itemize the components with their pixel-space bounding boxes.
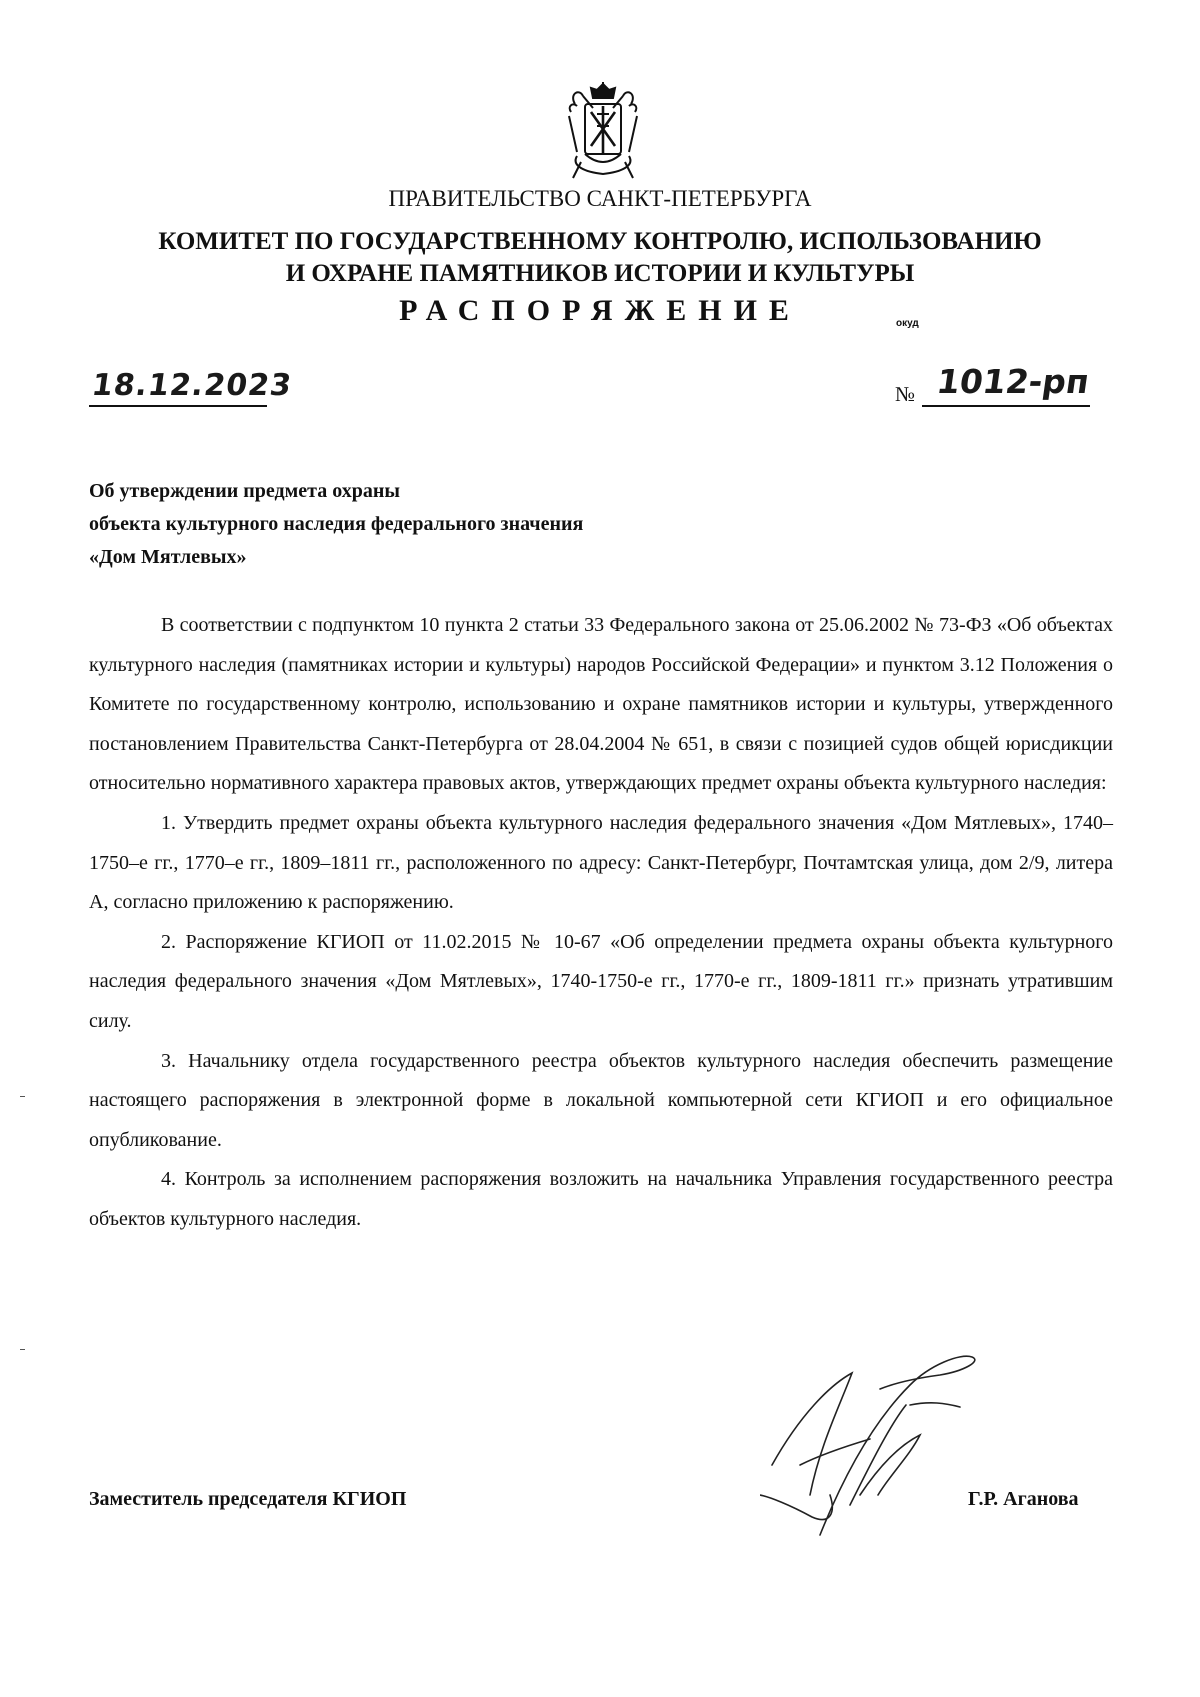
date-underline xyxy=(89,405,267,407)
committee-heading-line: И ОХРАНЕ ПАМЯТНИКОВ ИСТОРИИ И КУЛЬТУРЫ xyxy=(285,260,915,287)
coat-of-arms-icon xyxy=(561,82,645,182)
document-body xyxy=(89,606,1113,1240)
document-number: 1012-рп xyxy=(934,362,1092,401)
subject-line: объекта культурного наследия федерального значения xyxy=(89,513,584,535)
number-sign: № xyxy=(895,382,916,406)
committee-heading-line: КОМИТЕТ ПО ГОСУДАРСТВЕННОМУ КОНТРОЛЮ, ИСПОЛЬЗОВАНИЮ xyxy=(158,228,1042,255)
number-underline xyxy=(922,405,1090,407)
document-date: 18.12.2023 xyxy=(89,368,295,403)
subject-line: Об утверждении предмета охраны xyxy=(89,480,400,502)
committee-heading xyxy=(0,226,1200,290)
subject-line: «Дом Мятлевых» xyxy=(89,546,247,568)
document-type-heading: РАСПОРЯЖЕНИЕ xyxy=(399,294,801,327)
scan-mark xyxy=(20,1096,25,1097)
government-heading: ПРАВИТЕЛЬСТВО САНКТ-ПЕТЕРБУРГА xyxy=(388,186,812,211)
document-subject xyxy=(89,475,583,574)
signer-position: Заместитель председателя КГИОП xyxy=(89,1488,407,1510)
preamble-paragraph: В соответствии с подпунктом 10 пункта 2 статьи 33 Федерального закона от 25.06.2002 № 73-ФЗ «Об объектах культурного наследия (памятниках истории и культуры) народов Российской Федерации» и пунктом 3.12 Положения о Комитете по государственному контролю, использованию и охране памятников истории и культуры, утвержденного постановлением Правительства Санкт-Петербурга от 28.04.2004 № 651, в связи с позицией судов общей юрисдикции относительно нормативного характера правовых актов, утверждающих предмет охраны объекта культурного наследия: xyxy=(89,614,1113,795)
item-paragraph-4: 4. Контроль за исполнением распоряжения возложить на начальника Управления государственного реестра объектов культурного наследия. xyxy=(89,1168,1113,1230)
item-paragraph-2: 2. Распоряжение КГИОП от 11.02.2015 № 10-67 «Об определении предмета охраны объекта культурного наследия федерального значения «Дом Мятлевых», 1740-1750-е гг., 1770-е гг., 1809-1811 гг.» признать утратившим силу. xyxy=(89,930,1113,1032)
okud-label: окуд xyxy=(896,318,919,329)
signer-name: Г.Р. Аганова xyxy=(968,1488,1079,1510)
scan-mark xyxy=(20,1349,25,1350)
item-paragraph-1: 1. Утвердить предмет охраны объекта культурного наследия федерального значения «Дом Мятлевых», 1740–1750–е гг., 1770–е гг., 1809–1811 гг., расположенного по адресу: Санкт-Петербург, Почтамтская улица, дом 2/9, литера А, согласно приложению к распоряжению. xyxy=(89,811,1113,914)
handwritten-signature-icon xyxy=(760,1345,990,1555)
item-paragraph-3: 3. Начальнику отдела государственного реестра объектов культурного наследия обеспечить размещение настоящего распоряжения в электронной форме в локальной компьютерной сети КГИОП и его официальное опубликование. xyxy=(89,1049,1113,1151)
